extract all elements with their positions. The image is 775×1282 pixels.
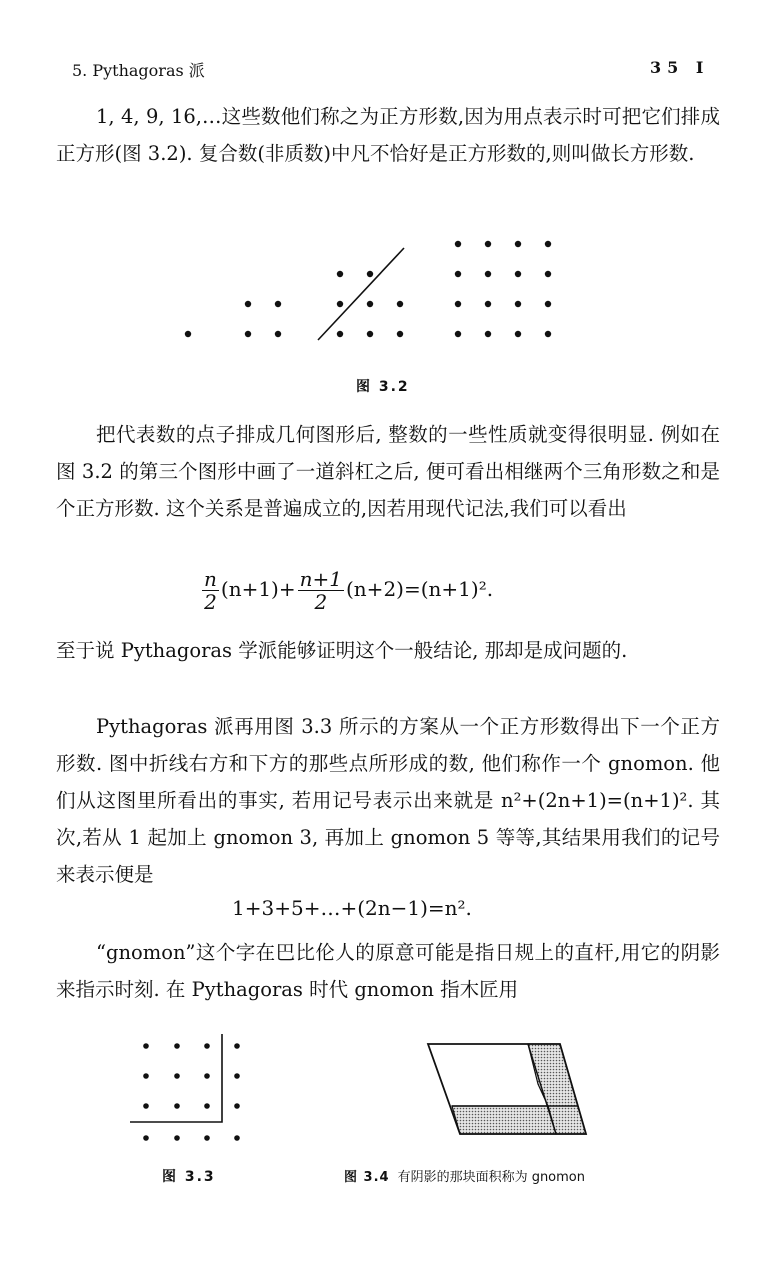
figure-3-4-shaded-bottom xyxy=(452,1106,556,1134)
equation-1-fraction-2: $\frac{n+1}{2}$ xyxy=(299,567,342,614)
figure-3-2-triangle-3 xyxy=(245,301,281,337)
figure-3-4-caption xyxy=(344,1166,585,1185)
page-number: 35 I xyxy=(650,58,710,77)
paragraph-4 xyxy=(56,708,720,893)
equation-1-part-1: (n+1)+ xyxy=(220,577,296,601)
equation-1 xyxy=(200,568,493,613)
figure-3-2-square-9 xyxy=(337,271,403,337)
figure-3-2-caption: 图 3.2 xyxy=(356,379,410,395)
paragraph-1-text: 1, 4, 9, 16,…这些数他们称之为正方形数,因为用点表示时可把它们排成正方形(图 3.2). 复合数(非质数)中凡不恰好是正方形数的,则叫做长方形数. xyxy=(56,105,720,165)
paragraph-2-text: 把代表数的点子排成几何图形后, 整数的一些性质就变得很明显. 例如在图 3.2 的第三个图形中画了一道斜杠之后, 便可看出相继两个三角形数之和是个正方形数. 这个关系是普遍成立的,因若用现代记法,我们可以看出 xyxy=(56,423,720,520)
figure-3-2-square-16 xyxy=(455,241,551,337)
figure-3-2-triangle-1 xyxy=(185,331,191,337)
figure-3-4-outer-parallelogram xyxy=(428,1044,586,1134)
figure-3-4-caption-text: 有阴影的那块面积称为 gnomon xyxy=(397,1170,585,1185)
paragraph-3-text: 至于说 Pythagoras 学派能够证明这个一般结论, 那却是成问题的. xyxy=(56,639,628,662)
running-header-left: 5. Pythagoras 派 xyxy=(72,61,205,80)
figure-3-4-shaded-right xyxy=(528,1044,586,1134)
figure-3-3-dots xyxy=(143,1043,240,1141)
figure-3-2-diagonal-line xyxy=(318,248,404,340)
paragraph-4-text: Pythagoras 派再用图 3.3 所示的方案从一个正方形数得出下一个正方形数. 图中折线右方和下方的那些点所形成的数, 他们称作一个 gnomon. 他们从这图里所看出的事实, 若用记号表示出来就是 n²+(2n+1)=(n+1)². 其次,若从 1 起加上 gnomon 3, 再加上 gnomon 5 等等,其结果用我们的记号来表示便是 xyxy=(56,715,720,886)
paragraph-1 xyxy=(56,98,720,172)
equation-1-part-2: (n+2)=(n+1)². xyxy=(346,577,494,601)
paragraph-5-text: “gnomon”这个字在巴比伦人的原意可能是指日规上的直杆,用它的阴影来指示时刻. 在 Pythagoras 时代 gnomon 指木匠用 xyxy=(56,941,720,1001)
equation-2: 1+3+5+…+(2n−1)=n². xyxy=(232,896,472,920)
paragraph-5 xyxy=(56,934,720,1008)
paragraph-3 xyxy=(56,632,720,669)
figure-3-3-caption: 图 3.3 xyxy=(162,1169,216,1185)
equation-1-fraction-1: $\frac{n}{2}$ xyxy=(204,567,217,614)
figure-3-3-gnomon-line xyxy=(130,1034,222,1122)
figure-3-4-caption-label: 图 3.4 xyxy=(344,1170,390,1185)
figure-3-4-inner-line-vertical xyxy=(528,1044,556,1134)
paragraph-2 xyxy=(56,416,720,527)
